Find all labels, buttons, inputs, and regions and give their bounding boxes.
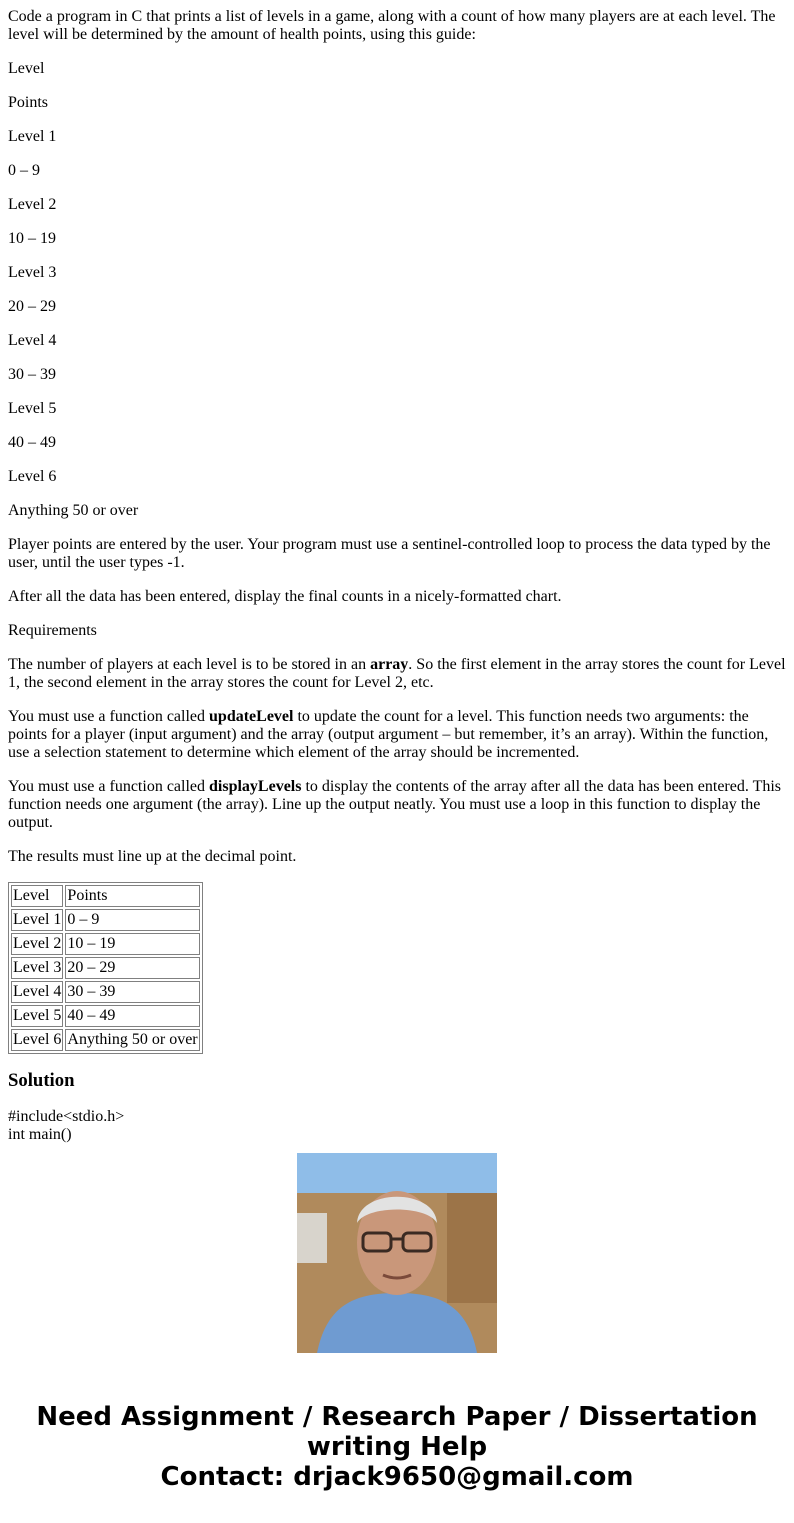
req1-after: . So the first element in the array stores the count for Level 1, the second element in the array stores the count for Level 2, etc. [8,656,786,691]
table-cell: 30 – 39 [65,981,199,1003]
intro-paragraph: Code a program in C that prints a list of levels in a game, along with a count of how many players are at each level. The level will be determined by the amount of health points, using this guide: [8,8,776,43]
table-cell: Level 6 [11,1029,63,1051]
requirement-decimal: The results must line up at the decimal point. [8,848,297,865]
table-row [11,909,200,931]
table-row [11,957,200,979]
table-cell: 0 – 9 [65,909,199,931]
author-avatar [297,1153,497,1353]
avatar-carving [447,1193,497,1303]
table-row [11,1005,200,1027]
guide-level-1: Level 1 [8,128,57,145]
code-line: int main() [8,1126,72,1143]
table-row [11,933,200,955]
code-line: #include<stdio.h> [8,1108,125,1125]
table-row [11,981,200,1003]
guide-level-5: Level 5 [8,400,57,417]
guide-list [8,60,786,520]
requirements-heading: Requirements [8,622,97,639]
help-banner [0,1402,794,1492]
req1-before: The number of players at each level is to be stored in an [8,656,371,673]
table-cell: Level 1 [11,909,63,931]
requirement-array [8,656,786,692]
table-row [11,885,200,907]
banner-contact: Contact: drjack9650@gmail.com [160,1462,634,1492]
req2-before: You must use a function called [8,708,210,725]
solution-heading: Solution [8,1070,75,1091]
table-cell: Anything 50 or over [65,1029,199,1051]
table-row [11,1029,200,1051]
guide-points-4: 30 – 39 [8,366,56,383]
req3-before: You must use a function called [8,778,210,795]
banner-line-2: writing Help [306,1432,488,1462]
guide-level-3: Level 3 [8,264,57,281]
req3-bold: displayLevels [209,778,302,795]
req2-after: to update the count for a level. This function needs two arguments: the points for a player (input argument) and the array (output argument – but remember, it’s an array). Within the function, use a selection statement to determine which element of the array should be incremented. [8,708,769,761]
req3-after: to display the contents of the array after all the data has been entered. This function needs one argument (the array). Line up the output neatly. You must use a loop in this function to display the output. [8,778,782,831]
guide-points-2: 10 – 19 [8,230,56,247]
solution-code [8,1108,786,1143]
req1-bold: array [370,656,409,673]
guide-points-5: 40 – 49 [8,434,56,451]
table-cell: 10 – 19 [65,933,199,955]
table-cell: 20 – 29 [65,957,199,979]
table-cell: 40 – 49 [65,1005,199,1027]
guide-level-6: Level 6 [8,468,57,485]
avatar-portrait [297,1153,497,1353]
table-cell: Level 4 [11,981,63,1003]
guide-level-4: Level 4 [8,332,57,349]
guide-header-points: Points [8,94,49,111]
guide-points-1: 0 – 9 [8,162,40,179]
guide-level-2: Level 2 [8,196,57,213]
avatar-switchboard [297,1213,327,1263]
after-paragraph: After all the data has been entered, display the final counts in a nicely-formatted chart. [8,588,562,605]
table-header-cell: Level [11,885,63,907]
requirement-display-levels [8,778,786,832]
guide-header-level: Level [8,60,45,77]
table-header-cell: Points [65,885,199,907]
question-body [8,8,786,1143]
table-cell: Level 5 [11,1005,63,1027]
entry-paragraph: Player points are entered by the user. Your program must use a sentinel-controlled loop to process the data typed by the user, until the user types -1. [8,536,771,571]
req2-bold: updateLevel [209,708,294,725]
table-cell: Level 3 [11,957,63,979]
guide-points-6: Anything 50 or over [8,502,139,519]
banner-line-1: Need Assignment / Research Paper / Dissertation [36,1402,758,1432]
guide-points-3: 20 – 29 [8,298,56,315]
levels-table [8,882,203,1054]
table-cell: Level 2 [11,933,63,955]
requirement-update-level [8,708,786,762]
